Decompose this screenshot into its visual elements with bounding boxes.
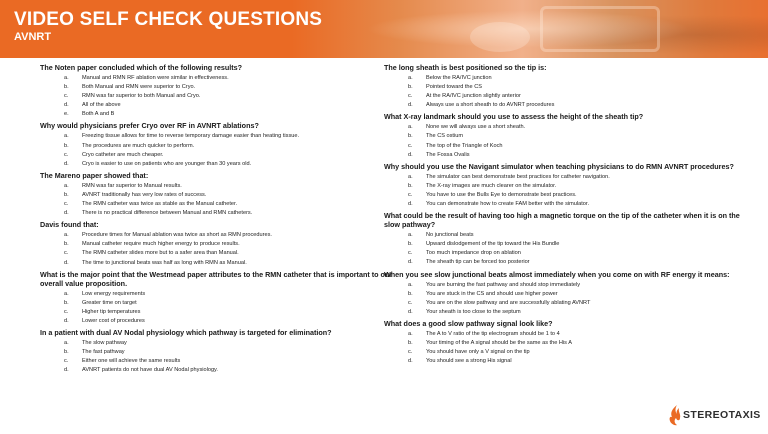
answer-option xyxy=(384,232,754,238)
option-text: The RMN catheter slides more but to a safer area than Manual. xyxy=(82,250,239,257)
answer-options xyxy=(40,340,400,373)
answer-option xyxy=(40,75,400,81)
question-block xyxy=(384,162,754,207)
answer-option xyxy=(40,241,400,247)
answer-option xyxy=(40,300,400,306)
answer-option xyxy=(40,93,400,99)
option-letter: a. xyxy=(408,281,413,288)
option-text: The procedures are much quicker to perform. xyxy=(82,142,195,149)
option-text: You are on the slow pathway and are successfully ablating AVNRT xyxy=(426,299,591,306)
option-letter: b. xyxy=(64,84,69,91)
answer-option xyxy=(384,250,754,256)
answer-option xyxy=(384,75,754,81)
option-text: The X-ray images are much clearer on the simulator. xyxy=(426,182,557,189)
answer-option xyxy=(384,259,754,265)
option-text: Both A and B xyxy=(82,111,115,118)
option-letter: a. xyxy=(408,75,413,81)
option-letter: a. xyxy=(408,173,413,180)
option-text: Freezing tissue allows for time to reverse temporary damage easier than heating tissue. xyxy=(82,133,300,140)
logo-wordmark: STEREOTAXIS xyxy=(683,409,761,421)
question-text: What does a good slow pathway signal look like? xyxy=(384,318,553,328)
option-letter: b. xyxy=(408,133,413,140)
option-letter: d. xyxy=(408,102,413,109)
option-text: Upward dislodgement of the tip toward the His Bundle xyxy=(426,241,560,248)
question-block xyxy=(384,319,754,364)
answer-option xyxy=(384,241,754,247)
option-letter: d. xyxy=(408,308,413,315)
answer-option xyxy=(40,232,400,238)
question-block xyxy=(384,63,754,108)
option-text: Manual catheter require much higher energy to produce results. xyxy=(82,241,240,248)
question-text: Why should you use the Navigant simulator when teaching physicians to do RMN AVNRT procedures? xyxy=(384,161,734,171)
answer-option xyxy=(40,84,400,90)
page-title: VIDEO SELF CHECK QUESTIONS xyxy=(14,9,323,30)
option-text: Too much impedance drop on ablation xyxy=(426,250,521,257)
title-banner xyxy=(0,0,768,58)
answer-option xyxy=(384,143,754,149)
answer-option xyxy=(384,133,754,139)
banner-photo-shape xyxy=(540,6,660,52)
option-letter: d. xyxy=(64,367,69,374)
option-text: Higher tip temperatures xyxy=(82,308,141,315)
option-text: AVNRT traditionally has very low rates of success. xyxy=(82,191,207,198)
question-text: What could be the result of having too high a magnetic torque on the tip of the catheter when it is on the slow pathway? xyxy=(384,211,740,230)
question-block xyxy=(40,63,400,117)
option-letter: a. xyxy=(64,232,69,239)
option-letter: a. xyxy=(408,124,413,131)
option-letter: d. xyxy=(64,259,69,266)
option-letter: c. xyxy=(408,250,413,257)
option-text: Manual and RMN RF ablation were similar in effectiveness. xyxy=(82,75,229,81)
answer-option xyxy=(384,93,754,99)
option-letter: b. xyxy=(64,191,69,198)
answer-option xyxy=(40,260,400,266)
answer-options xyxy=(40,133,400,166)
answer-option xyxy=(40,183,400,189)
option-letter: d. xyxy=(408,358,413,365)
option-letter: c. xyxy=(408,299,413,306)
answer-options xyxy=(384,232,754,265)
option-letter: b. xyxy=(64,299,69,306)
answer-options xyxy=(384,282,754,315)
option-text: Both Manual and RMN were superior to Cryo. xyxy=(82,84,196,91)
option-text: The Fossa Ovalis xyxy=(426,151,470,158)
answer-option xyxy=(384,349,754,355)
option-text: Always use a short sheath to do AVNRT procedures xyxy=(426,102,555,109)
answer-option xyxy=(384,174,754,180)
option-letter: a. xyxy=(408,232,413,239)
option-letter: c. xyxy=(64,308,69,315)
option-text: RMN was far superior to both Manual and Cryo. xyxy=(82,93,201,100)
option-text: Your timing of the A signal should be the same as the His A xyxy=(426,339,572,346)
option-text: There is no practical difference between Manual and RMN catheters. xyxy=(82,210,253,217)
answer-options xyxy=(40,291,400,324)
answer-option xyxy=(384,291,754,297)
answer-option xyxy=(40,111,400,117)
left-question-column xyxy=(40,63,400,377)
question-block xyxy=(384,211,754,265)
question-text: The Mareno paper showed that: xyxy=(40,170,149,180)
answer-option xyxy=(40,133,400,139)
answer-option xyxy=(40,318,400,324)
answer-option xyxy=(384,309,754,315)
question-block xyxy=(40,121,400,166)
option-letter: a. xyxy=(64,133,69,140)
question-text: In a patient with dual AV Nodal physiology which pathway is targeted for elimination? xyxy=(40,327,332,337)
option-letter: b. xyxy=(64,349,69,356)
answer-option xyxy=(40,309,400,315)
question-text: Davis found that: xyxy=(40,220,99,230)
option-letter: c. xyxy=(408,349,413,356)
answer-options xyxy=(384,124,754,157)
option-letter: e. xyxy=(64,111,69,118)
option-letter: d. xyxy=(64,317,69,324)
question-text: When you see slow junctional beats almost immediately when you come on with RF energy it means: xyxy=(384,269,730,279)
answer-option xyxy=(40,349,400,355)
option-text: You have to use the Bulls Eye to demonstrate best practices. xyxy=(426,191,577,198)
option-letter: b. xyxy=(64,241,69,248)
answer-option xyxy=(384,300,754,306)
option-text: The top of the Triangle of Koch xyxy=(426,142,503,149)
question-block xyxy=(40,328,400,373)
banner-photo-highlight xyxy=(470,22,530,52)
answer-option xyxy=(384,340,754,346)
option-text: Below the RA/IVC junction xyxy=(426,75,492,81)
answer-option xyxy=(40,291,400,297)
answer-option xyxy=(40,250,400,256)
answer-option xyxy=(40,210,400,216)
answer-option xyxy=(384,358,754,364)
answer-options xyxy=(40,75,400,117)
option-letter: d. xyxy=(408,259,413,266)
option-text: None we will always use a short sheath. xyxy=(426,124,526,131)
option-text: Pointed toward the CS xyxy=(426,84,482,91)
option-text: Either one will achieve the same results xyxy=(82,358,181,365)
answer-option xyxy=(40,152,400,158)
question-block xyxy=(384,270,754,315)
option-text: You should have only a V signal on the tip xyxy=(426,349,530,356)
answer-options xyxy=(384,331,754,364)
answer-option xyxy=(384,183,754,189)
question-block xyxy=(40,220,400,265)
question-text: The Noten paper concluded which of the following results? xyxy=(40,63,243,72)
question-text: What is the major point that the Westmead paper attributes to the RMN catheter that is important to our overall value proposition. xyxy=(40,269,393,288)
option-letter: d. xyxy=(64,210,69,217)
option-letter: b. xyxy=(408,182,413,189)
option-letter: a. xyxy=(408,330,413,337)
answer-options xyxy=(40,232,400,265)
option-letter: c. xyxy=(64,250,69,257)
answer-option xyxy=(384,102,754,108)
option-letter: b. xyxy=(408,84,413,91)
question-block xyxy=(40,171,400,216)
option-letter: d. xyxy=(64,160,69,167)
option-letter: c. xyxy=(64,93,69,100)
option-text: All of the above xyxy=(82,102,121,109)
option-text: RMN was far superior to Manual results. xyxy=(82,182,182,189)
option-text: No junctional beats xyxy=(426,232,474,239)
company-logo xyxy=(668,404,760,426)
option-letter: c. xyxy=(64,201,69,208)
option-text: You are stuck in the CS and should use higher power xyxy=(426,290,558,297)
answer-option xyxy=(384,331,754,337)
option-letter: c. xyxy=(64,358,69,365)
option-letter: d. xyxy=(408,151,413,158)
option-letter: a. xyxy=(64,339,69,346)
option-text: Your sheath is too close to the septum xyxy=(426,308,521,315)
option-text: You are burning the fast pathway and should stop immediately xyxy=(426,281,581,288)
option-letter: b. xyxy=(64,142,69,149)
answer-option xyxy=(384,192,754,198)
answer-option xyxy=(40,367,400,373)
option-text: Low energy requirements xyxy=(82,290,146,297)
option-text: Cryo catheter are much cheaper. xyxy=(82,151,164,158)
option-letter: c. xyxy=(408,93,413,100)
answer-option xyxy=(40,340,400,346)
question-block xyxy=(384,112,754,157)
answer-option xyxy=(384,84,754,90)
option-text: Greater time on target xyxy=(82,299,137,306)
option-text: The simulator can best demonstrate best practices for catheter navigation. xyxy=(426,173,610,180)
question-text: The long sheath is best positioned so the tip is: xyxy=(384,63,547,72)
option-letter: b. xyxy=(408,339,413,346)
answer-options xyxy=(384,75,754,108)
option-text: You should see a strong His signal xyxy=(426,358,512,365)
option-text: The CS ostium xyxy=(426,133,463,140)
option-text: Procedure times for Manual ablation was twice as short as RMN procedures. xyxy=(82,232,272,239)
option-letter: b. xyxy=(408,290,413,297)
option-letter: b. xyxy=(408,241,413,248)
option-text: You can demonstrate how to create FAM better with the simulator. xyxy=(426,201,590,208)
option-text: The slow pathway xyxy=(82,339,127,346)
question-text: Why would physicians prefer Cryo over RF in AVNRT ablations? xyxy=(40,121,259,131)
answer-option xyxy=(384,152,754,158)
option-text: At the RA/IVC junction slightly anterior xyxy=(426,93,521,100)
question-block xyxy=(40,270,400,324)
option-letter: a. xyxy=(64,290,69,297)
answer-options xyxy=(384,174,754,207)
answer-option xyxy=(40,192,400,198)
page-subtitle: AVNRT xyxy=(14,31,52,43)
option-letter: d. xyxy=(64,102,69,109)
right-question-column xyxy=(384,63,754,368)
answer-option xyxy=(40,143,400,149)
option-text: AVNRT patients do not have dual AV Nodal physiology. xyxy=(82,367,218,374)
option-text: The sheath tip can be forced too posterior xyxy=(426,259,530,266)
option-text: The fast pathway xyxy=(82,349,125,356)
option-letter: c. xyxy=(64,151,69,158)
answer-option xyxy=(384,124,754,130)
option-text: The A to V ratio of the tip electrogram should be 1 to 4 xyxy=(426,330,560,337)
answer-option xyxy=(384,201,754,207)
answer-option xyxy=(40,161,400,167)
answer-option xyxy=(40,201,400,207)
option-text: The RMN catheter was twice as stable as the Manual catheter. xyxy=(82,201,238,208)
option-letter: c. xyxy=(408,142,413,149)
option-letter: d. xyxy=(408,201,413,208)
question-text: What X-ray landmark should you use to assess the height of the sheath tip? xyxy=(384,112,644,122)
answer-options xyxy=(40,183,400,216)
answer-option xyxy=(40,102,400,108)
option-letter: a. xyxy=(64,182,69,189)
option-letter: a. xyxy=(64,75,69,81)
option-text: The time to junctional beats was half as long with RMN as Manual. xyxy=(82,259,247,266)
option-text: Cryo is easier to use on patients who are younger than 30 years old. xyxy=(82,160,252,167)
option-letter: c. xyxy=(408,191,413,198)
answer-option xyxy=(384,282,754,288)
option-text: Lower cost of procedures xyxy=(82,317,145,324)
answer-option xyxy=(40,358,400,364)
logo-flame-icon xyxy=(668,404,682,426)
